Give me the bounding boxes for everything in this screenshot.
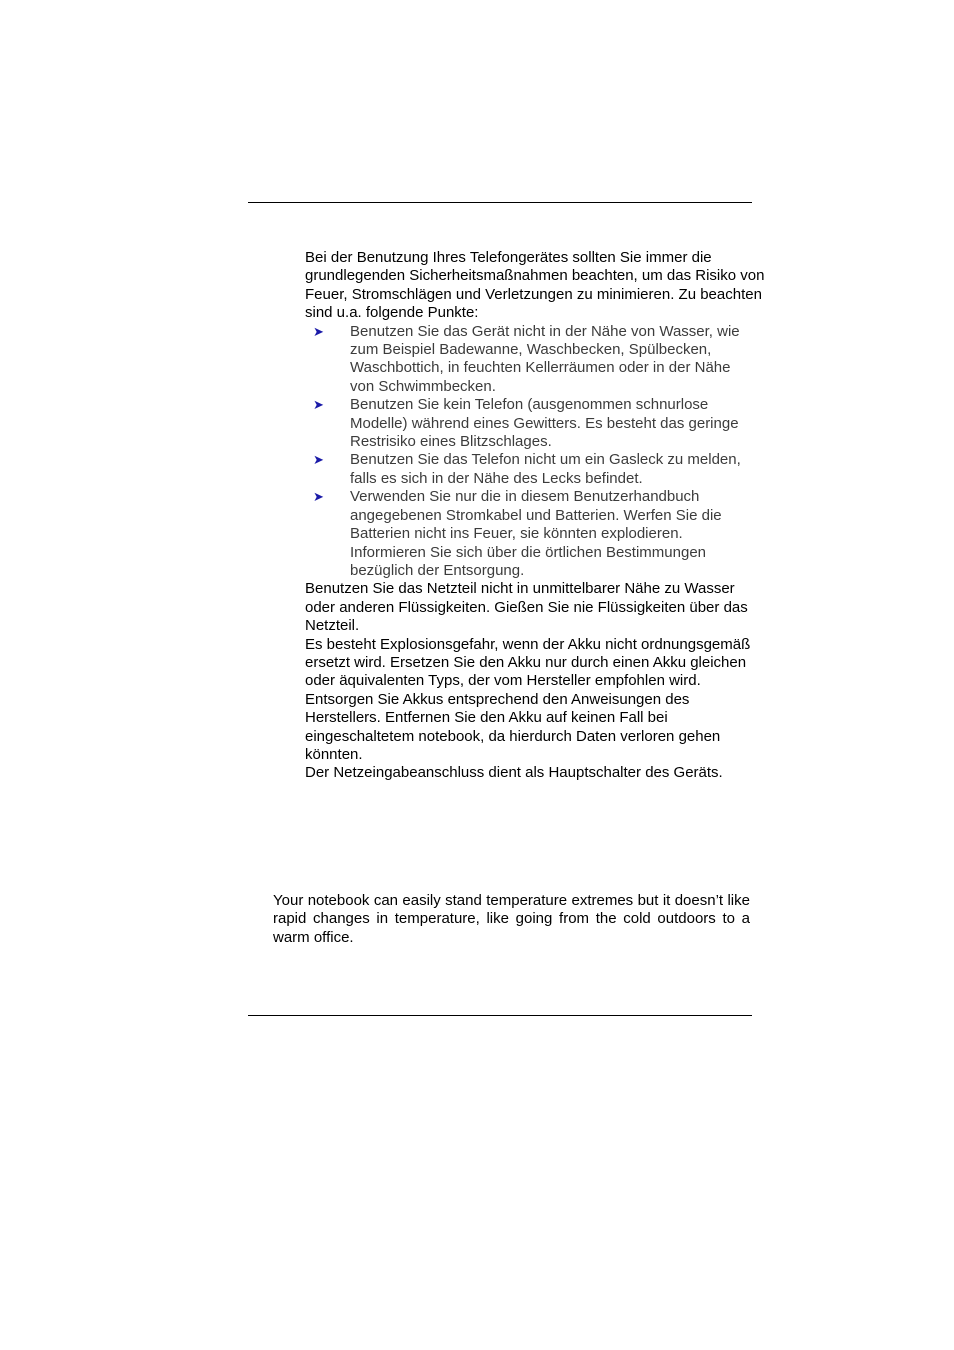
arrowhead-bullet-icon: ➤ [313, 489, 324, 505]
list-item [305, 488, 750, 580]
arrowhead-bullet-icon: ➤ [313, 323, 324, 339]
bullet-text: Verwenden Sie nur die in diesem Benutzerhandbuch angegebenen Stromkabel und Batterien. Werfen Sie die Batterien nicht ins Feuer, sie könnten explodieren. Informieren Sie sich über die örtlichen Bestimmungen bezüglich der Entsorgung. [350, 488, 722, 579]
power-supply-paragraph: Benutzen Sie das Netzteil nicht in unmittelbarer Nähe zu Wasser oder anderen Flüssigkeiten. Gießen Sie nie Flüssigkeiten über das Netzteil. [305, 580, 748, 635]
bullet-text: Benutzen Sie das Telefon nicht um ein Gasleck zu melden, falls es sich in der Nähe des Lecks befindet. [350, 451, 741, 487]
list-item [305, 396, 750, 451]
safety-instructions [305, 249, 765, 783]
bullet-text: Benutzen Sie das Gerät nicht in der Nähe von Wasser, wie zum Beispiel Badewanne, Waschbecken, Spülbecken, Waschbottich, in feuchten Kellerräumen oder in der Nähe von Schwimmbecken. [350, 322, 740, 395]
battery-paragraph: Es besteht Explosionsgefahr, wenn der Akku nicht ordnungsgemäß ersetzt wird. Ersetzen Sie den Akku nur durch einen Akku gleichen oder äquivalenten Typs, der vom Hersteller empfohlen wird. Entsorgen Sie Akkus entsprechend den Anweisungen des Herstellers. Entfernen Sie den Akku auf keinen Fall bei eingeschaltetem notebook, da hierdurch Daten verloren gehen könnten. [305, 635, 751, 763]
safety-bullet-list [305, 323, 765, 581]
list-item [305, 323, 750, 397]
arrowhead-bullet-icon: ➤ [313, 452, 324, 468]
bullet-text: Benutzen Sie kein Telefon (ausgenommen schnurlose Modelle) während eines Gewitters. Es besteht das geringe Restrisiko eines Blitzschlages. [350, 396, 739, 451]
arrowhead-bullet-icon: ➤ [313, 397, 324, 413]
header-divider [248, 202, 752, 203]
list-item [305, 451, 750, 488]
main-switch-paragraph: Der Netzeingabeanschluss dient als Hauptschalter des Geräts. [305, 764, 723, 782]
climate-paragraph: Your notebook can easily stand temperature extremes but it doesn’t like rapid changes in temperature, like going from the cold outdoors to a warm office. [273, 892, 750, 946]
footer-divider [248, 1015, 752, 1016]
safety-intro: Bei der Benutzung Ihres Telefongerätes sollten Sie immer die grundlegenden Sicherheitsmaßnahmen beachten, um das Risiko von Feuer, Stromschlägen und Verletzungen zu minimieren. Zu beachten sind u.a. folgende Punkte: [305, 249, 765, 322]
